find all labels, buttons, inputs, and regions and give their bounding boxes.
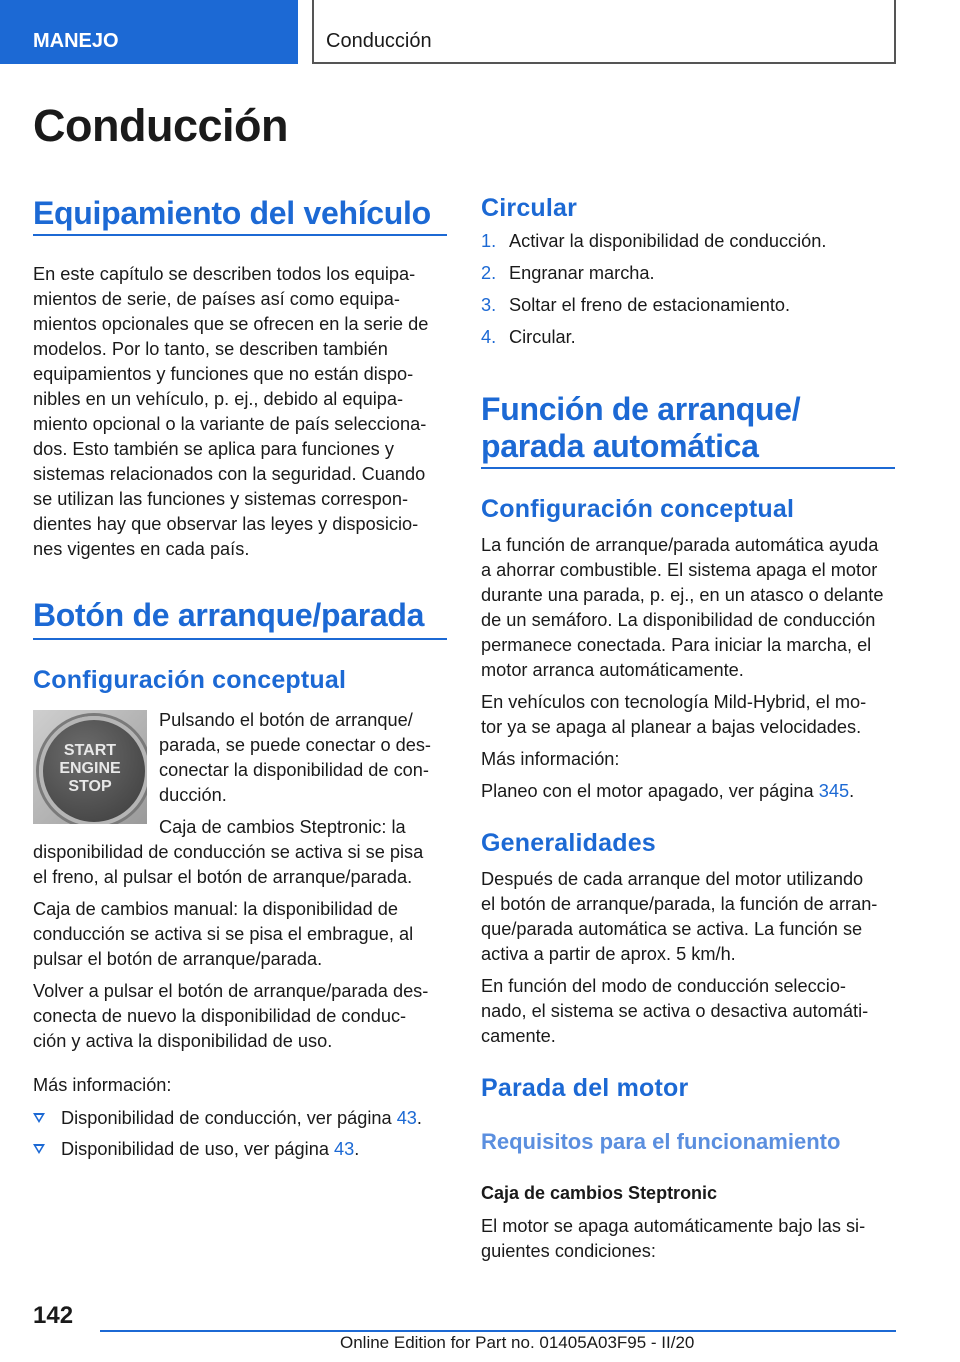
text-line: En vehículos con tecnología Mild-Hybrid, el mo- [481, 692, 867, 712]
bullet-label: Disponibilidad de conducción, ver página [61, 1108, 397, 1128]
text-line: a ahorrar combustible. El sistema apaga el motor [481, 560, 878, 580]
chapter-label: Conducción [326, 30, 432, 52]
text-line: dientes hay que observar las leyes y disposicio- [33, 514, 419, 534]
step-number: 2. [481, 263, 497, 283]
step-text: Activar la disponibilidad de conducción. [509, 231, 827, 251]
text-line: Caja de cambios Steptronic: la [159, 817, 406, 837]
text-line: que/parada automática se activa. La función se [481, 919, 863, 939]
text-line: pulsar el botón de arranque/parada. [33, 949, 323, 969]
step-number: 4. [481, 327, 497, 347]
text-line: mientos opcionales que se ofrecen en la serie de [33, 314, 429, 334]
coast-text: Planeo con el motor apagado, ver página [481, 781, 819, 801]
page-link[interactable]: 43 [396, 1108, 417, 1128]
step-text: Circular. [509, 327, 576, 347]
text-line: motor arranca automáticamente. [481, 660, 744, 680]
more-info-label-right: Más información: [481, 749, 620, 769]
start-engine-stop-button-image [33, 710, 147, 824]
text-line: ción y activa la disponibilidad de uso. [33, 1031, 333, 1051]
text-line: miento opcional o la variante de país selecciona- [33, 414, 427, 434]
text-line: nado, el sistema se activa o desactiva automáti- [481, 1001, 869, 1021]
edition-note: Online Edition for Part no. 01405A03F95 - II/20 [340, 1333, 695, 1352]
text-line: En función del modo de conducción seleccio- [481, 976, 846, 996]
triangle-bullet-icon [33, 1144, 45, 1154]
text-line: Pulsando el botón de arranque/ [159, 710, 413, 730]
text-line: parada, se puede conectar o des- [159, 735, 431, 755]
text-line: nibles en un vehículo, p. ej., debido al equipa- [33, 389, 404, 409]
chapter-header [312, 0, 896, 64]
text-line: La función de arranque/parada automática ayuda [481, 535, 879, 555]
bullet-end: . [416, 1108, 422, 1128]
step-number: 1. [481, 231, 497, 251]
text-line: permanece conectada. Para iniciar la marcha, el [481, 635, 872, 655]
more-info-label-left: Más información: [33, 1075, 172, 1095]
button-text-engine: ENGINE [59, 760, 121, 777]
heading-general: Generalidades [481, 829, 656, 857]
text-line: el freno, al pulsar el botón de arranque/parada. [33, 867, 413, 887]
heading-start-stop-button: Botón de arranque/parada [33, 597, 425, 633]
heading-drive: Circular [481, 194, 578, 222]
text-line: guientes condiciones: [481, 1241, 656, 1261]
section-tab [0, 0, 298, 64]
heading-rule [481, 467, 895, 469]
text-line: nes vigentes en cada país. [33, 539, 250, 559]
page-number: 142 [33, 1302, 74, 1329]
text-line: Después de cada arranque del motor utilizando [481, 869, 864, 889]
heading-rule [33, 234, 447, 236]
text-line: conecta de nuevo la disponibilidad de conduc- [33, 1006, 407, 1026]
text-line: modelos. Por lo tanto, se describen también [33, 339, 388, 359]
step-text: Engranar marcha. [509, 263, 655, 283]
text-line: durante una parada, p. ej., en un atasco o delante [481, 585, 884, 605]
heading-requirements: Requisitos para el funcionamiento [481, 1129, 841, 1154]
text-line: disponibilidad de conducción se activa si se pisa [33, 842, 424, 862]
text-line: ducción. [159, 785, 227, 805]
text-line: conectar la disponibilidad de con- [159, 760, 429, 780]
page-link[interactable]: 345 [818, 781, 850, 801]
heading-engine-stop: Parada del motor [481, 1074, 689, 1102]
bullet-text [61, 1137, 359, 1162]
page-title: Conducción [33, 100, 288, 151]
bullet-end: . [354, 1139, 360, 1159]
text-line: sistemas relacionados con la seguridad. Cuando [33, 464, 426, 484]
heading-equipment: Equipamiento del vehículo [33, 195, 431, 231]
heading-concept-left: Configuración conceptual [33, 666, 347, 694]
page-link[interactable]: 43 [334, 1139, 355, 1159]
section-label: MANEJO [33, 30, 119, 52]
heading-auto-start-stop-2: parada automática [481, 428, 759, 464]
text-line: dos. Esto también se aplica para funciones y [33, 439, 394, 459]
triangle-bullet-icon [33, 1113, 45, 1123]
button-text-stop: STOP [68, 778, 112, 795]
text-line: activa a partir de aprox. 5 km/h. [481, 944, 736, 964]
text-line: Caja de cambios manual: la disponibilidad de [33, 899, 398, 919]
text-line: de un semáforo. La disponibilidad de conducción [481, 610, 876, 630]
text-line: tor ya se apaga al planear a bajas velocidades. [481, 717, 862, 737]
text-line: Volver a pulsar el botón de arranque/parada des- [33, 981, 429, 1001]
text-line: se utilizan las funciones y sistemas correspon- [33, 489, 409, 509]
bullet-text [61, 1106, 422, 1131]
text-line: conducción se activa si se pisa el embrague, al [33, 924, 414, 944]
step-text: Soltar el freno de estacionamiento. [509, 295, 791, 315]
text-line: mientos de serie, de países así como equipa- [33, 289, 400, 309]
text-line: En este capítulo se describen todos los equipa- [33, 264, 416, 284]
text-line: equipamientos y funciones que no están dispo- [33, 364, 414, 384]
heading-concept-right: Configuración conceptual [481, 495, 795, 523]
heading-rule [33, 638, 447, 640]
step-number: 3. [481, 295, 497, 315]
footer-rule [100, 1330, 896, 1332]
text-line: camente. [481, 1026, 556, 1046]
heading-auto-start-stop-1: Función de arranque/ [481, 391, 801, 427]
coast-reference [481, 779, 854, 804]
button-text-start: START [63, 742, 117, 759]
text-line: El motor se apaga automáticamente bajo las si- [481, 1216, 866, 1236]
heading-steptronic: Caja de cambios Steptronic [481, 1183, 718, 1203]
text-line: el botón de arranque/parada, la función de arran- [481, 894, 878, 914]
coast-end: . [849, 781, 855, 801]
bullet-label: Disponibilidad de uso, ver página [61, 1139, 334, 1159]
button-image-label [33, 742, 147, 796]
